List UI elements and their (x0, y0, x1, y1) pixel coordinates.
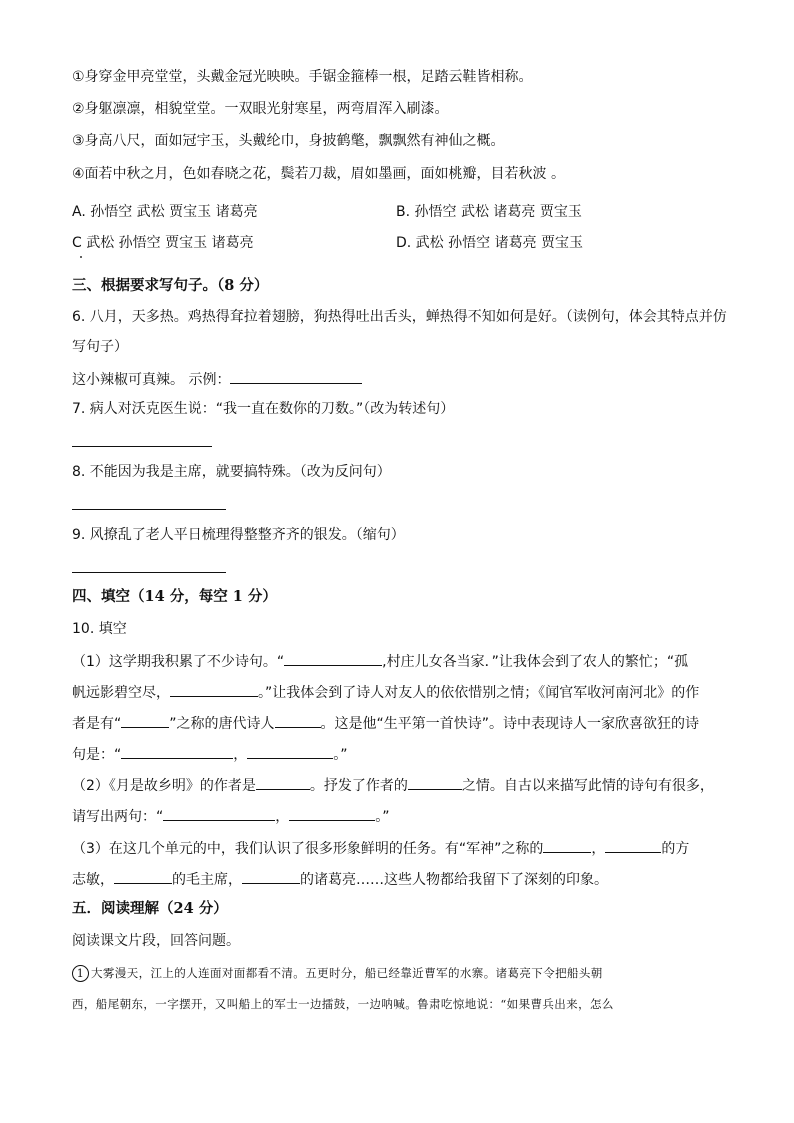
answer-blank[interactable] (284, 651, 382, 666)
answer-blank[interactable] (170, 682, 258, 697)
reading-paragraph-line-1: 1 大雾漫天，江上的人连面对面都看不清。五更时分，船已经靠近曹军的水寨。诸葛亮下令把船头朝 (72, 963, 603, 983)
answer-blank[interactable] (289, 806, 375, 821)
description-2: ②身躯凛凛，相貌堂堂。一双眼光射寒星，两弯眉浑入刷漆。 (72, 101, 449, 117)
answer-line-9[interactable] (72, 572, 226, 573)
answer-blank[interactable] (605, 838, 661, 853)
option-b: B. 孙悟空 武松 诸葛亮 贾宝玉 (396, 204, 582, 220)
fill-line-1: （1）这学期我积累了不少诗句。“ ,村庄儿女各当家．”让我体会到了农人的繁忙；“孤 (72, 651, 688, 672)
option-a: A. 孙悟空 武松 贾宝玉 诸葛亮 (72, 204, 258, 220)
answer-line-8[interactable] (72, 509, 226, 510)
question-10: 10. 填空 (72, 621, 127, 637)
section-4-heading: 四、填空（14 分，每空 1 分） (72, 588, 277, 605)
question-9: 9. 风撩乱了老人平日梳理得整整齐齐的银发。（缩句） (72, 527, 405, 543)
option-c: C 武松 孙悟空 贾宝玉 诸葛亮 (72, 235, 254, 251)
answer-blank[interactable] (121, 744, 233, 759)
paragraph-number: 1 (72, 965, 89, 982)
answer-blank[interactable] (163, 806, 275, 821)
question-7: 7. 病人对沃克医生说：“我一直在数你的刀数。”（改为转述句） (72, 401, 455, 417)
answer-line-7[interactable] (72, 446, 212, 447)
answer-blank[interactable] (256, 775, 310, 790)
question-6-line-2: 写句子） (72, 339, 128, 355)
description-4: ④面若中秋之月，色如春晓之花，鬓若刀裁，眉如墨画，面如桃瓣，目若秋波 。 (72, 166, 565, 182)
stray-dot (80, 256, 82, 258)
reading-paragraph-line-2: 西，船尾朝东，一字摆开，又叫船上的军士一边擂鼓，一边呐喊。鲁肃吃惊地说：“如果曹兵出来，怎么 (72, 997, 614, 1011)
description-1: ①身穿金甲亮堂堂，头戴金冠光映映。手锯金箍棒一根，足踏云鞋皆相称。 (72, 69, 533, 85)
question-6-line-1: 6. 八月，天多热。鸡热得耷拉着翅膀，狗热得吐出舌头，蝉热得不知如何是好。（读例句，体会其特点并仿 (72, 309, 727, 325)
fill-line-8: 志敏， 的毛主席， 的诸葛亮……这些人物都给我留下了深刻的印象。 (72, 869, 608, 890)
answer-blank[interactable] (230, 369, 362, 384)
section-3-heading: 三、根据要求写句子。（8 分） (72, 277, 269, 294)
answer-blank[interactable] (543, 838, 591, 853)
answer-blank[interactable] (247, 744, 333, 759)
question-6-line-3 (72, 369, 362, 390)
description-3: ③身高八尺，面如冠宇玉，头戴纶巾，身披鹤氅，飘飘然有神仙之概。 (72, 133, 505, 149)
answer-blank[interactable] (242, 869, 300, 884)
fill-line-7: （3）在这几个单元的中，我们认识了很多形象鲜明的任务。有“军神”之称的 ， 的方 (72, 838, 689, 859)
question-8: 8. 不能因为我是主席，就要搞特殊。（改为反问句） (72, 464, 391, 480)
section-5-heading: 五．阅读理解（24 分） (72, 900, 228, 917)
fill-line-3: 者是有“ ”之称的唐代诗人 。这是他“生平第一首快诗”。诗中表现诗人一家欣喜欲狂的诗 (72, 713, 699, 734)
reading-intro: 阅读课文片段，回答问题。 (72, 933, 240, 949)
fill-line-2: 帆远影碧空尽， 。”让我体会到了诗人对友人的依依惜别之情；《闻官军收河南河北》的作 (72, 682, 699, 703)
question-6-example-label: 这小辣椒可真辣。 示例： (72, 372, 231, 388)
answer-blank[interactable] (275, 713, 321, 728)
option-d: D. 武松 孙悟空 诸葛亮 贾宝玉 (396, 235, 584, 251)
answer-blank[interactable] (121, 713, 169, 728)
answer-blank[interactable] (114, 869, 172, 884)
answer-blank[interactable] (408, 775, 462, 790)
fill-line-5: （2）《月是故乡明》的作者是 。抒发了作者的 之情。自古以来描写此情的诗句有很多， (72, 775, 714, 796)
fill-line-4: 句是：“ ， 。” (72, 744, 348, 765)
fill-line-6: 请写出两句：“ ， 。” (72, 806, 390, 827)
